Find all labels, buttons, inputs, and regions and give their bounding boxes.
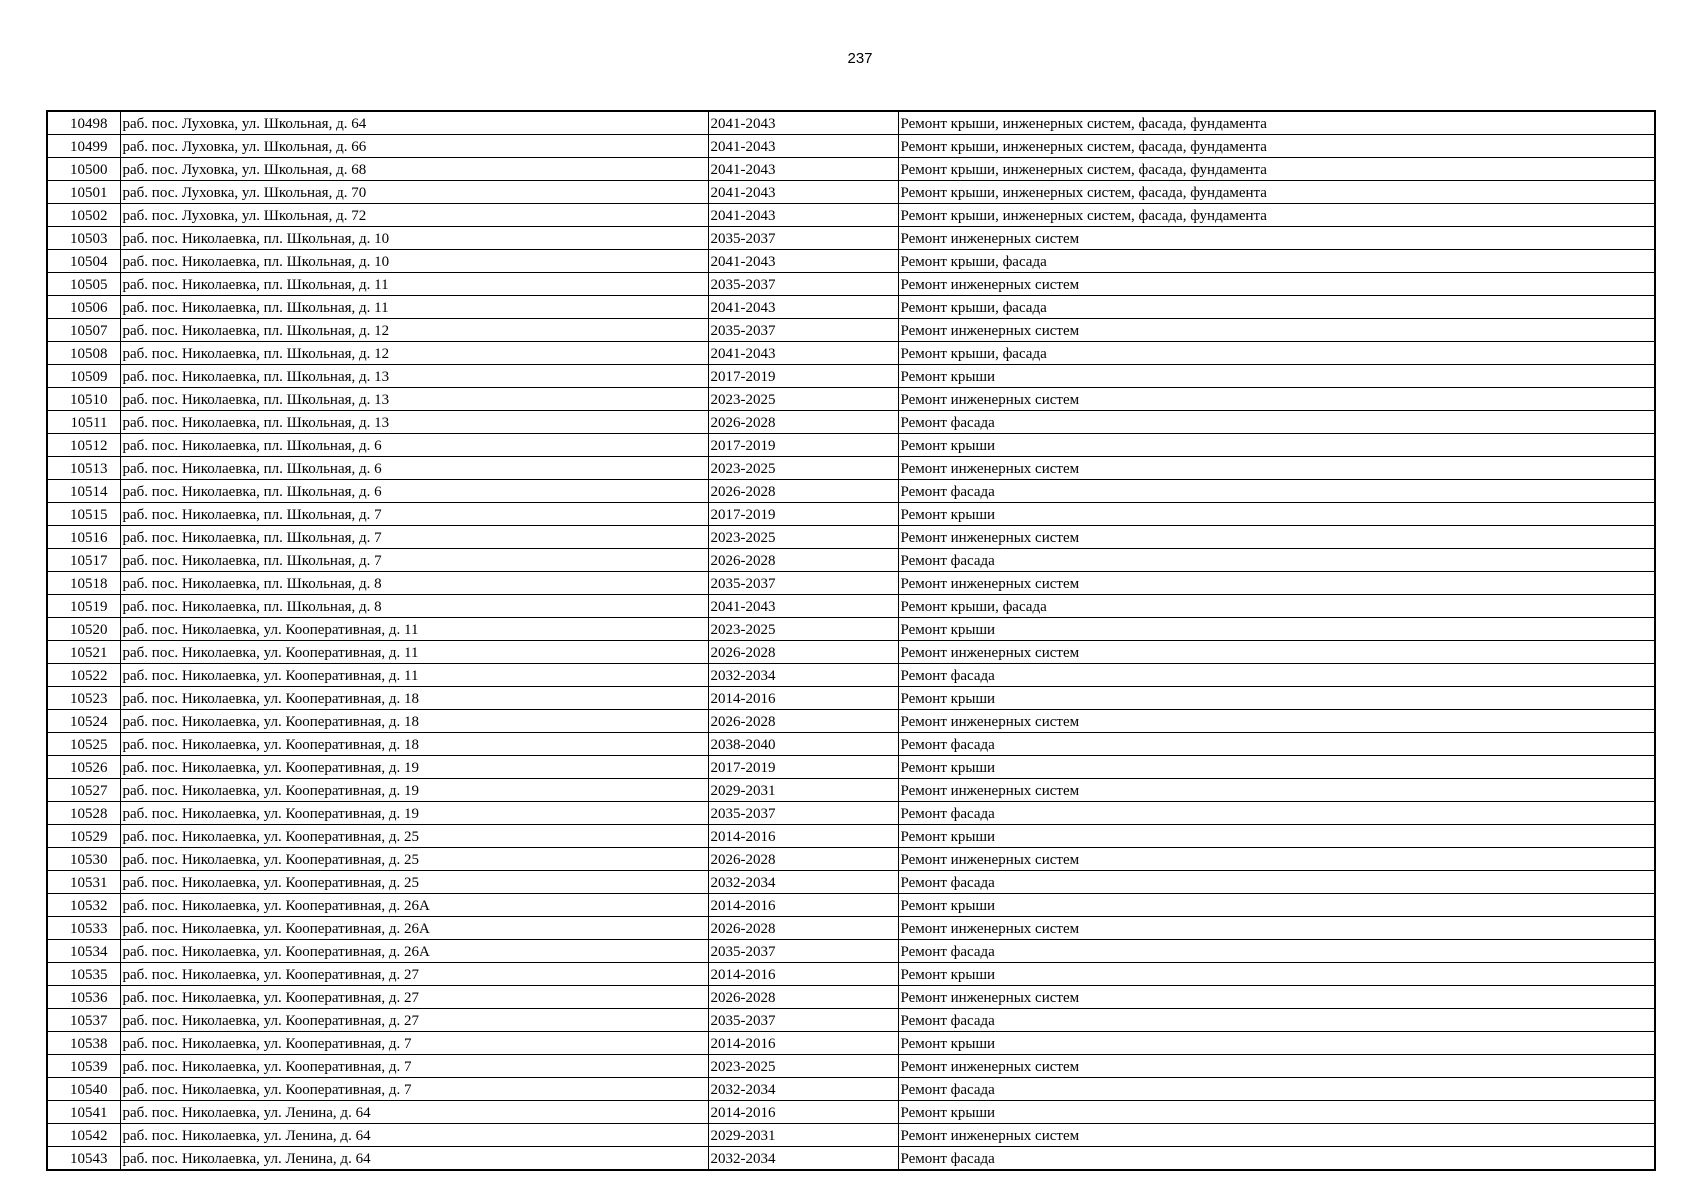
table-body — [47, 111, 1655, 1170]
table-row — [47, 756, 1655, 779]
work-type-cell: Ремонт инженерных систем — [898, 848, 1655, 871]
period-cell: 2017-2019 — [708, 756, 898, 779]
work-type-cell: Ремонт крыши — [898, 825, 1655, 848]
address-cell: раб. пос. Николаевка, ул. Кооперативная, д. 25 — [120, 871, 708, 894]
address-cell: раб. пос. Николаевка, ул. Ленина, д. 64 — [120, 1147, 708, 1171]
row-number-cell: 10508 — [47, 342, 120, 365]
work-type-cell: Ремонт инженерных систем — [898, 273, 1655, 296]
period-cell: 2026-2028 — [708, 480, 898, 503]
table-row — [47, 618, 1655, 641]
period-cell: 2035-2037 — [708, 802, 898, 825]
period-cell: 2032-2034 — [708, 1147, 898, 1171]
period-cell: 2041-2043 — [708, 250, 898, 273]
table-row — [47, 227, 1655, 250]
row-number-cell: 10531 — [47, 871, 120, 894]
period-cell: 2041-2043 — [708, 111, 898, 135]
repair-schedule-table — [46, 110, 1656, 1171]
table-row — [47, 204, 1655, 227]
table-row — [47, 802, 1655, 825]
work-type-cell: Ремонт крыши, инженерных систем, фасада, фундамента — [898, 111, 1655, 135]
address-cell: раб. пос. Николаевка, ул. Кооперативная, д. 7 — [120, 1055, 708, 1078]
address-cell: раб. пос. Николаевка, ул. Кооперативная, д. 19 — [120, 779, 708, 802]
row-number-cell: 10498 — [47, 111, 120, 135]
period-cell: 2026-2028 — [708, 917, 898, 940]
row-number-cell: 10529 — [47, 825, 120, 848]
period-cell: 2014-2016 — [708, 1032, 898, 1055]
work-type-cell: Ремонт фасада — [898, 480, 1655, 503]
period-cell: 2035-2037 — [708, 319, 898, 342]
table-row — [47, 457, 1655, 480]
address-cell: раб. пос. Луховка, ул. Школьная, д. 72 — [120, 204, 708, 227]
address-cell: раб. пос. Николаевка, ул. Кооперативная, д. 7 — [120, 1078, 708, 1101]
work-type-cell: Ремонт крыши — [898, 963, 1655, 986]
row-number-cell: 10534 — [47, 940, 120, 963]
table-row — [47, 894, 1655, 917]
period-cell: 2026-2028 — [708, 986, 898, 1009]
table-row — [47, 1009, 1655, 1032]
row-number-cell: 10521 — [47, 641, 120, 664]
row-number-cell: 10518 — [47, 572, 120, 595]
period-cell: 2026-2028 — [708, 641, 898, 664]
row-number-cell: 10519 — [47, 595, 120, 618]
table-row — [47, 250, 1655, 273]
row-number-cell: 10538 — [47, 1032, 120, 1055]
row-number-cell: 10503 — [47, 227, 120, 250]
period-cell: 2023-2025 — [708, 388, 898, 411]
period-cell: 2014-2016 — [708, 825, 898, 848]
period-cell: 2041-2043 — [708, 135, 898, 158]
address-cell: раб. пос. Луховка, ул. Школьная, д. 68 — [120, 158, 708, 181]
work-type-cell: Ремонт крыши, инженерных систем, фасада, фундамента — [898, 158, 1655, 181]
address-cell: раб. пос. Николаевка, пл. Школьная, д. 12 — [120, 319, 708, 342]
work-type-cell: Ремонт крыши, фасада — [898, 342, 1655, 365]
table-row — [47, 319, 1655, 342]
work-type-cell: Ремонт инженерных систем — [898, 779, 1655, 802]
table-row — [47, 296, 1655, 319]
row-number-cell: 10543 — [47, 1147, 120, 1171]
row-number-cell: 10535 — [47, 963, 120, 986]
period-cell: 2041-2043 — [708, 595, 898, 618]
repair-schedule-table-wrapper — [46, 110, 1654, 1171]
work-type-cell: Ремонт инженерных систем — [898, 641, 1655, 664]
address-cell: раб. пос. Николаевка, пл. Школьная, д. 7 — [120, 503, 708, 526]
table-row — [47, 1055, 1655, 1078]
address-cell: раб. пос. Николаевка, ул. Кооперативная, д. 11 — [120, 618, 708, 641]
period-cell: 2029-2031 — [708, 1124, 898, 1147]
address-cell: раб. пос. Николаевка, ул. Кооперативная, д. 27 — [120, 963, 708, 986]
row-number-cell: 10506 — [47, 296, 120, 319]
period-cell: 2038-2040 — [708, 733, 898, 756]
work-type-cell: Ремонт крыши — [898, 756, 1655, 779]
address-cell: раб. пос. Николаевка, пл. Школьная, д. 6 — [120, 480, 708, 503]
row-number-cell: 10507 — [47, 319, 120, 342]
table-row — [47, 111, 1655, 135]
period-cell: 2026-2028 — [708, 411, 898, 434]
row-number-cell: 10532 — [47, 894, 120, 917]
work-type-cell: Ремонт крыши, инженерных систем, фасада, фундамента — [898, 135, 1655, 158]
period-cell: 2014-2016 — [708, 894, 898, 917]
address-cell: раб. пос. Николаевка, ул. Ленина, д. 64 — [120, 1101, 708, 1124]
address-cell: раб. пос. Николаевка, пл. Школьная, д. 11 — [120, 296, 708, 319]
work-type-cell: Ремонт инженерных систем — [898, 572, 1655, 595]
work-type-cell: Ремонт инженерных систем — [898, 917, 1655, 940]
row-number-cell: 10522 — [47, 664, 120, 687]
address-cell: раб. пос. Николаевка, ул. Кооперативная, д. 18 — [120, 733, 708, 756]
work-type-cell: Ремонт инженерных систем — [898, 986, 1655, 1009]
table-row — [47, 687, 1655, 710]
table-row — [47, 342, 1655, 365]
row-number-cell: 10513 — [47, 457, 120, 480]
row-number-cell: 10526 — [47, 756, 120, 779]
period-cell: 2017-2019 — [708, 503, 898, 526]
period-cell: 2035-2037 — [708, 940, 898, 963]
period-cell: 2035-2037 — [708, 572, 898, 595]
table-row — [47, 434, 1655, 457]
row-number-cell: 10540 — [47, 1078, 120, 1101]
address-cell: раб. пос. Луховка, ул. Школьная, д. 70 — [120, 181, 708, 204]
row-number-cell: 10515 — [47, 503, 120, 526]
period-cell: 2041-2043 — [708, 181, 898, 204]
row-number-cell: 10541 — [47, 1101, 120, 1124]
address-cell: раб. пос. Николаевка, ул. Кооперативная, д. 27 — [120, 986, 708, 1009]
work-type-cell: Ремонт фасада — [898, 871, 1655, 894]
table-row — [47, 572, 1655, 595]
work-type-cell: Ремонт фасада — [898, 1009, 1655, 1032]
address-cell: раб. пос. Николаевка, пл. Школьная, д. 13 — [120, 365, 708, 388]
address-cell: раб. пос. Луховка, ул. Школьная, д. 66 — [120, 135, 708, 158]
period-cell: 2035-2037 — [708, 273, 898, 296]
row-number-cell: 10511 — [47, 411, 120, 434]
work-type-cell: Ремонт крыши, инженерных систем, фасада, фундамента — [898, 181, 1655, 204]
table-row — [47, 1147, 1655, 1171]
work-type-cell: Ремонт крыши — [898, 1101, 1655, 1124]
period-cell: 2014-2016 — [708, 963, 898, 986]
period-cell: 2041-2043 — [708, 342, 898, 365]
period-cell: 2035-2037 — [708, 227, 898, 250]
row-number-cell: 10502 — [47, 204, 120, 227]
table-row — [47, 641, 1655, 664]
period-cell: 2032-2034 — [708, 871, 898, 894]
table-row — [47, 1032, 1655, 1055]
address-cell: раб. пос. Николаевка, ул. Ленина, д. 64 — [120, 1124, 708, 1147]
row-number-cell: 10509 — [47, 365, 120, 388]
table-row — [47, 664, 1655, 687]
row-number-cell: 10527 — [47, 779, 120, 802]
work-type-cell: Ремонт крыши, инженерных систем, фасада, фундамента — [898, 204, 1655, 227]
address-cell: раб. пос. Николаевка, ул. Кооперативная, д. 7 — [120, 1032, 708, 1055]
period-cell: 2029-2031 — [708, 779, 898, 802]
table-row — [47, 158, 1655, 181]
table-row — [47, 595, 1655, 618]
period-cell: 2032-2034 — [708, 664, 898, 687]
row-number-cell: 10517 — [47, 549, 120, 572]
row-number-cell: 10520 — [47, 618, 120, 641]
work-type-cell: Ремонт крыши, фасада — [898, 250, 1655, 273]
period-cell: 2014-2016 — [708, 687, 898, 710]
period-cell: 2023-2025 — [708, 457, 898, 480]
row-number-cell: 10542 — [47, 1124, 120, 1147]
row-number-cell: 10499 — [47, 135, 120, 158]
address-cell: раб. пос. Николаевка, пл. Школьная, д. 7 — [120, 549, 708, 572]
row-number-cell: 10524 — [47, 710, 120, 733]
address-cell: раб. пос. Николаевка, ул. Кооперативная, д. 18 — [120, 710, 708, 733]
address-cell: раб. пос. Николаевка, пл. Школьная, д. 10 — [120, 250, 708, 273]
table-row — [47, 871, 1655, 894]
row-number-cell: 10516 — [47, 526, 120, 549]
work-type-cell: Ремонт крыши — [898, 618, 1655, 641]
row-number-cell: 10523 — [47, 687, 120, 710]
period-cell: 2023-2025 — [708, 1055, 898, 1078]
address-cell: раб. пос. Николаевка, ул. Кооперативная, д. 18 — [120, 687, 708, 710]
row-number-cell: 10514 — [47, 480, 120, 503]
address-cell: раб. пос. Николаевка, ул. Кооперативная, д. 25 — [120, 825, 708, 848]
table-row — [47, 503, 1655, 526]
address-cell: раб. пос. Николаевка, пл. Школьная, д. 8 — [120, 572, 708, 595]
period-cell: 2032-2034 — [708, 1078, 898, 1101]
address-cell: раб. пос. Николаевка, ул. Кооперативная, д. 11 — [120, 664, 708, 687]
period-cell: 2041-2043 — [708, 296, 898, 319]
work-type-cell: Ремонт инженерных систем — [898, 227, 1655, 250]
work-type-cell: Ремонт инженерных систем — [898, 457, 1655, 480]
work-type-cell: Ремонт фасада — [898, 549, 1655, 572]
row-number-cell: 10537 — [47, 1009, 120, 1032]
page-number: 237 — [847, 50, 873, 67]
table-row — [47, 526, 1655, 549]
row-number-cell: 10505 — [47, 273, 120, 296]
address-cell: раб. пос. Николаевка, пл. Школьная, д. 6 — [120, 457, 708, 480]
address-cell: раб. пос. Николаевка, ул. Кооперативная, д. 11 — [120, 641, 708, 664]
table-row — [47, 365, 1655, 388]
table-row — [47, 940, 1655, 963]
row-number-cell: 10530 — [47, 848, 120, 871]
period-cell: 2041-2043 — [708, 204, 898, 227]
table-row — [47, 848, 1655, 871]
work-type-cell: Ремонт инженерных систем — [898, 710, 1655, 733]
work-type-cell: Ремонт инженерных систем — [898, 388, 1655, 411]
work-type-cell: Ремонт крыши — [898, 687, 1655, 710]
address-cell: раб. пос. Николаевка, ул. Кооперативная, д. 25 — [120, 848, 708, 871]
table-row — [47, 779, 1655, 802]
table-row — [47, 1124, 1655, 1147]
table-row — [47, 480, 1655, 503]
work-type-cell: Ремонт инженерных систем — [898, 1124, 1655, 1147]
table-row — [47, 1078, 1655, 1101]
table-row — [47, 135, 1655, 158]
work-type-cell: Ремонт инженерных систем — [898, 526, 1655, 549]
address-cell: раб. пос. Николаевка, пл. Школьная, д. 13 — [120, 411, 708, 434]
address-cell: раб. пос. Николаевка, пл. Школьная, д. 11 — [120, 273, 708, 296]
work-type-cell: Ремонт крыши — [898, 503, 1655, 526]
row-number-cell: 10528 — [47, 802, 120, 825]
work-type-cell: Ремонт крыши — [898, 365, 1655, 388]
work-type-cell: Ремонт крыши — [898, 434, 1655, 457]
period-cell: 2023-2025 — [708, 618, 898, 641]
table-row — [47, 917, 1655, 940]
work-type-cell: Ремонт фасада — [898, 733, 1655, 756]
table-row — [47, 986, 1655, 1009]
period-cell: 2041-2043 — [708, 158, 898, 181]
address-cell: раб. пос. Николаевка, пл. Школьная, д. 6 — [120, 434, 708, 457]
table-row — [47, 1101, 1655, 1124]
address-cell: раб. пос. Николаевка, ул. Кооперативная, д. 19 — [120, 802, 708, 825]
period-cell: 2026-2028 — [708, 549, 898, 572]
row-number-cell: 10533 — [47, 917, 120, 940]
table-row — [47, 411, 1655, 434]
address-cell: раб. пос. Николаевка, ул. Кооперативная, д. 26А — [120, 940, 708, 963]
work-type-cell: Ремонт инженерных систем — [898, 1055, 1655, 1078]
period-cell: 2017-2019 — [708, 434, 898, 457]
work-type-cell: Ремонт крыши, фасада — [898, 296, 1655, 319]
address-cell: раб. пос. Николаевка, ул. Кооперативная, д. 26А — [120, 894, 708, 917]
table-row — [47, 825, 1655, 848]
work-type-cell: Ремонт фасада — [898, 1078, 1655, 1101]
work-type-cell: Ремонт фасада — [898, 940, 1655, 963]
address-cell: раб. пос. Николаевка, пл. Школьная, д. 10 — [120, 227, 708, 250]
period-cell: 2014-2016 — [708, 1101, 898, 1124]
period-cell: 2035-2037 — [708, 1009, 898, 1032]
address-cell: раб. пос. Николаевка, ул. Кооперативная, д. 26А — [120, 917, 708, 940]
work-type-cell: Ремонт фасада — [898, 664, 1655, 687]
table-row — [47, 549, 1655, 572]
row-number-cell: 10501 — [47, 181, 120, 204]
table-row — [47, 181, 1655, 204]
work-type-cell: Ремонт фасада — [898, 1147, 1655, 1171]
table-row — [47, 710, 1655, 733]
period-cell: 2026-2028 — [708, 710, 898, 733]
address-cell: раб. пос. Николаевка, пл. Школьная, д. 7 — [120, 526, 708, 549]
row-number-cell: 10525 — [47, 733, 120, 756]
row-number-cell: 10539 — [47, 1055, 120, 1078]
row-number-cell: 10500 — [47, 158, 120, 181]
address-cell: раб. пос. Луховка, ул. Школьная, д. 64 — [120, 111, 708, 135]
row-number-cell: 10536 — [47, 986, 120, 1009]
table-row — [47, 963, 1655, 986]
period-cell: 2026-2028 — [708, 848, 898, 871]
work-type-cell: Ремонт крыши, фасада — [898, 595, 1655, 618]
table-row — [47, 733, 1655, 756]
address-cell: раб. пос. Николаевка, ул. Кооперативная, д. 19 — [120, 756, 708, 779]
period-cell: 2017-2019 — [708, 365, 898, 388]
work-type-cell: Ремонт крыши — [898, 894, 1655, 917]
address-cell: раб. пос. Николаевка, ул. Кооперативная, д. 27 — [120, 1009, 708, 1032]
table-row — [47, 388, 1655, 411]
period-cell: 2023-2025 — [708, 526, 898, 549]
work-type-cell: Ремонт фасада — [898, 802, 1655, 825]
address-cell: раб. пос. Николаевка, пл. Школьная, д. 8 — [120, 595, 708, 618]
row-number-cell: 10504 — [47, 250, 120, 273]
address-cell: раб. пос. Николаевка, пл. Школьная, д. 13 — [120, 388, 708, 411]
row-number-cell: 10512 — [47, 434, 120, 457]
work-type-cell: Ремонт инженерных систем — [898, 319, 1655, 342]
row-number-cell: 10510 — [47, 388, 120, 411]
address-cell: раб. пос. Николаевка, пл. Школьная, д. 12 — [120, 342, 708, 365]
table-row — [47, 273, 1655, 296]
work-type-cell: Ремонт крыши — [898, 1032, 1655, 1055]
work-type-cell: Ремонт фасада — [898, 411, 1655, 434]
